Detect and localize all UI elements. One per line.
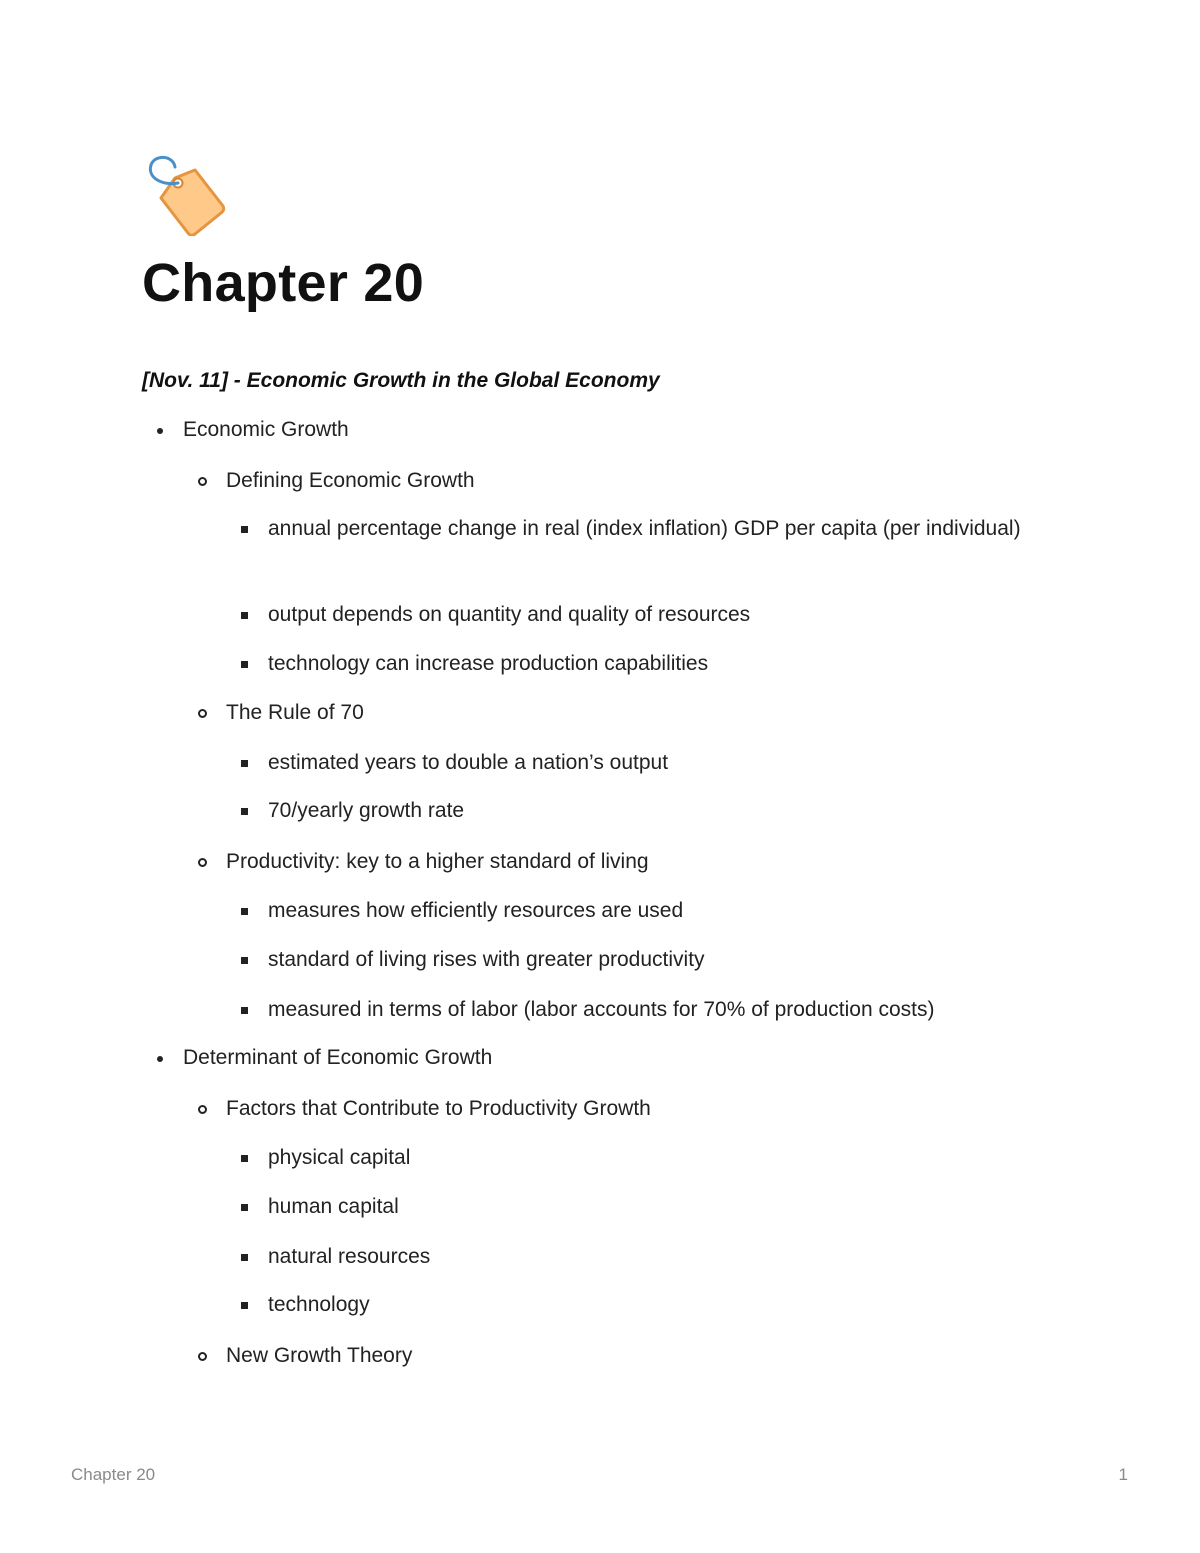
list-item: 70/yearly growth rate (268, 799, 465, 822)
bullet-ring (198, 477, 207, 486)
section-heading: [Nov. 11] - Economic Growth in the Global Economy (142, 369, 660, 392)
bullet-square (241, 612, 248, 619)
list-item: technology can increase production capabilities (268, 652, 709, 675)
footer-doc-title: Chapter 20 (71, 1465, 156, 1484)
list-item: Defining Economic Growth (226, 469, 475, 492)
list-item: measured in terms of labor (labor accounts for 70% of production costs) (268, 998, 935, 1021)
bullet-square (241, 1254, 248, 1261)
bullet-square (241, 661, 248, 668)
bullet-ring (198, 858, 207, 867)
list-item: Factors that Contribute to Productivity Growth (226, 1097, 651, 1120)
list-item: Productivity: key to a higher standard of living (226, 850, 649, 873)
list-item: measures how efficiently resources are used (268, 899, 684, 922)
page-icon (143, 150, 229, 236)
footer-page-number: 1 (1118, 1465, 1128, 1484)
list-item: human capital (268, 1195, 399, 1218)
bullet-square (241, 808, 248, 815)
bullet-dot (157, 1056, 163, 1062)
list-item: The Rule of 70 (226, 701, 364, 724)
list-item: standard of living rises with greater productivity (268, 948, 705, 971)
list-item: natural resources (268, 1245, 431, 1268)
bullet-dot (157, 428, 163, 434)
bullet-square (241, 1007, 248, 1014)
page-title: Chapter 20 (142, 253, 425, 313)
bullet-ring (198, 1352, 207, 1361)
bullet-square (241, 1204, 248, 1211)
bullet-square (241, 908, 248, 915)
bullet-square (241, 1155, 248, 1162)
bullet-square (241, 526, 248, 533)
list-item: annual percentage change in real (index inflation) GDP per capita (per individual) (268, 517, 1021, 540)
list-item: Economic Growth (183, 418, 349, 441)
list-item: physical capital (268, 1146, 411, 1169)
bullet-square (241, 957, 248, 964)
list-item: New Growth Theory (226, 1344, 413, 1367)
bullet-square (241, 760, 248, 767)
bullet-ring (198, 1105, 207, 1114)
list-item: output depends on quantity and quality of resources (268, 603, 751, 626)
list-item: estimated years to double a nation’s output (268, 751, 669, 774)
bullet-ring (198, 709, 207, 718)
list-item: technology (268, 1293, 370, 1316)
list-item: Determinant of Economic Growth (183, 1046, 493, 1069)
tag-icon (143, 150, 229, 236)
bullet-square (241, 1302, 248, 1309)
